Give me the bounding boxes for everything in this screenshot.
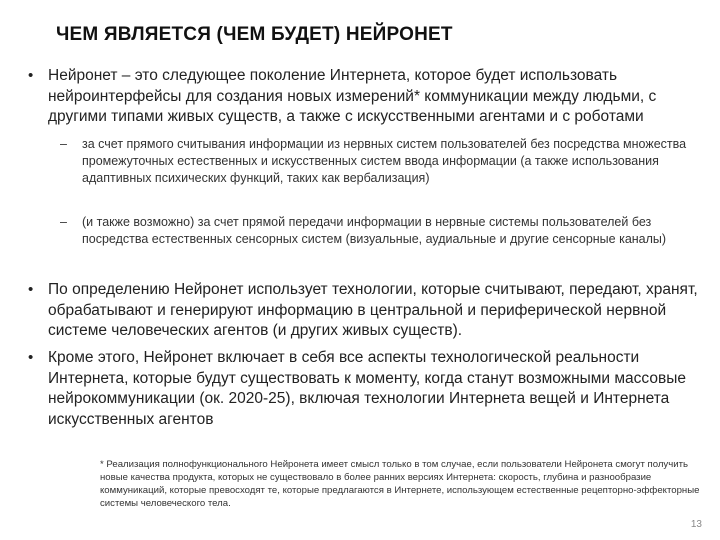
subbullet-item [60, 214, 690, 248]
bullet-marker: • [28, 281, 34, 298]
subbullet-text: (и также возможно) за счет прямой передачи информации в нервные системы пользователей без посредства естественных сенсорных систем (визуальные, аудиальные и другие сенсорные каналы) [82, 215, 667, 246]
dash-marker: – [60, 137, 67, 151]
subbullet-item [60, 136, 690, 187]
bullet-text: По определению Нейронет использует технологии, которые считывают, передают, хранят, обрабатывают и генерируют информацию в центральной и периферической нервной системе человеческих агентов (и других живых существ). [48, 281, 698, 339]
page-number: 13 [690, 519, 702, 530]
slide-title: ЧЕМ ЯВЛЯЕТСЯ (ЧЕМ БУДЕТ) НЕЙРОНЕТ [56, 24, 453, 45]
subbullet-text: за счет прямого считывания информации из нервных систем пользователей без посредства множества промежуточных естественных и искусственных систем ввода информации (а также использования адаптивных психических функций, таких как вербализация) [82, 137, 687, 185]
dash-marker: – [60, 215, 67, 229]
bullet-text: Нейронет – это следующее поколение Интернета, которое будет использовать нейроинтерфейсы для создания новых измерений* коммуникации между людьми, с другими типами живых существ, а также с искусственными агентами и с роботами [48, 67, 657, 125]
bullet-item [28, 66, 698, 128]
footnote: * Реализация полнофункционального Нейронета имеет смысл только в том случае, если пользователи Нейронета смогут получить новые качества продукта, которых не существовало в более ранних версиях Интернета: скорость, глубина и разнообразие коммуникаций, которые превосходят те, которые предлагаются в Интернете, использующем естественные рецепторно-эффекторные системы человеческого тела. [100, 459, 700, 509]
bullet-marker: • [28, 349, 34, 366]
bullet-item [28, 280, 698, 342]
bullet-text: Кроме этого, Нейронет включает в себя все аспекты технологической реальности Интернета, которые будут существовать к моменту, когда станут возможными массовые нейрокоммуникации (ок. 2020-25), включая технологии Интернета вещей и Интернета искусственных агентов [48, 349, 686, 428]
bullet-marker: • [28, 67, 34, 84]
bullet-item [28, 348, 698, 430]
